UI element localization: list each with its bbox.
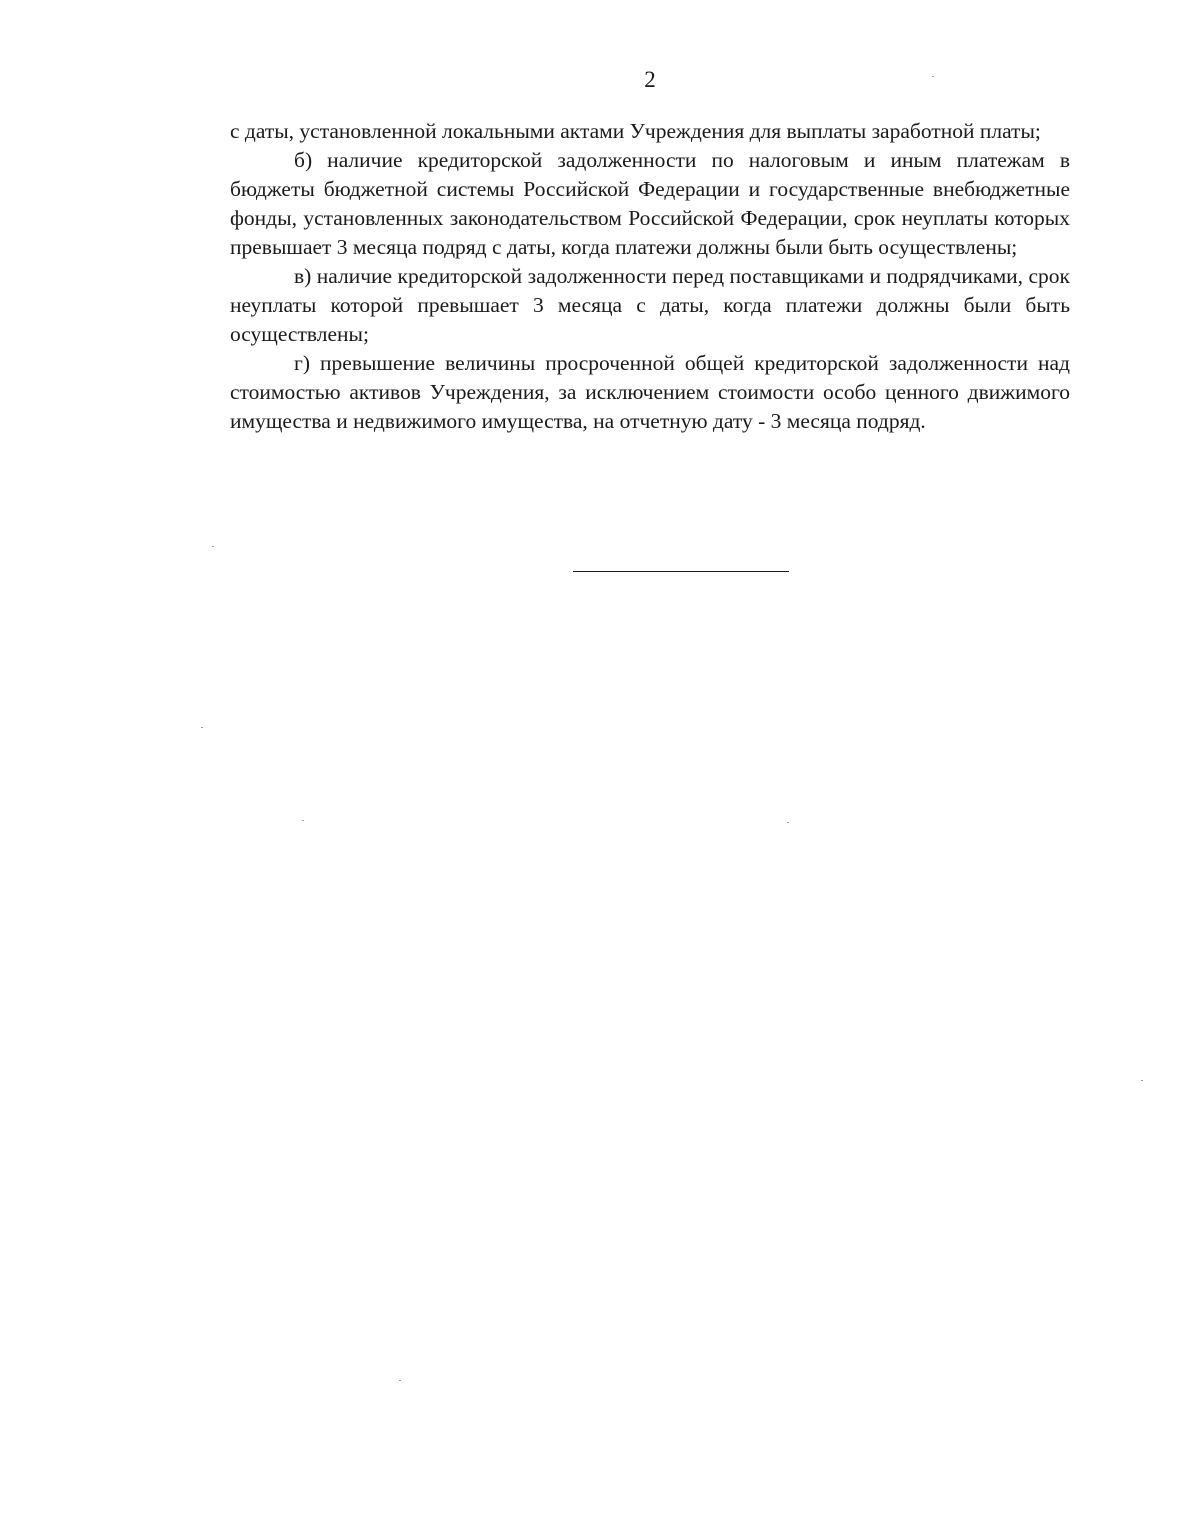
scan-speck <box>399 1380 401 1381</box>
document-body <box>230 117 1070 436</box>
end-of-text-rule <box>573 571 789 572</box>
paragraph-item-b: б) наличие кредиторской задолженности по налоговым и иным платежам в бюджеты бюджетной системы Российской Федерации и государственные внебюджетные фонды, установленных законодательством Российской Федерации, срок неуплаты которых превышает 3 месяца подряд с даты, когда платежи должны были быть осуществлены; <box>230 148 1070 259</box>
page-number: 2 <box>644 67 656 92</box>
scan-speck <box>1141 1080 1143 1081</box>
scan-speck <box>212 546 214 547</box>
scan-speck <box>787 822 789 823</box>
scan-speck <box>201 727 203 728</box>
paragraph-item-v: в) наличие кредиторской задолженности перед поставщиками и подрядчиками, срок неуплаты которой превышает 3 месяца с даты, когда платежи должны были быть осуществлены; <box>230 264 1070 346</box>
paragraph-item-g: г) превышение величины просроченной общей кредиторской задолженности над стоимостью активов Учреждения, за исключением стоимости особо ценного движимого имущества и недвижимого имущества, на отчетную дату - 3 месяца подряд. <box>230 351 1070 433</box>
paragraph-continuation: с даты, установленной локальными актами Учреждения для выплаты заработной платы; <box>230 119 1041 143</box>
scan-speck <box>932 76 934 77</box>
scan-speck <box>302 820 304 821</box>
